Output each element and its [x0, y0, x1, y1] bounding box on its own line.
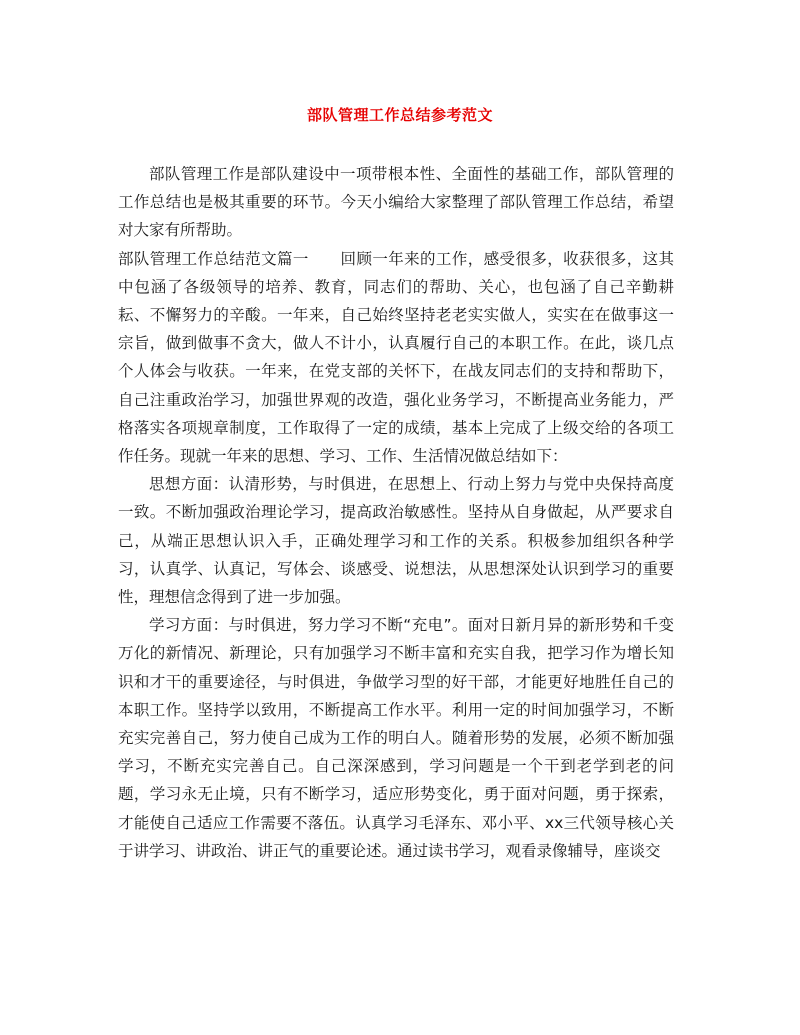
- document-title: 部队管理工作总结参考范文: [306, 106, 493, 124]
- paragraph-thought: 思想方面：认清形势，与时俱进，在思想上、行动上努力与党中央保持高度一致。不断加强政治理论学习，提高政治敏感性。坚持从自身做起，从严要求自己，从端正思想认识入手，正确处理学习和工作的关系。积极参加组织各种学习，认真学、认真记，写体会、谈感受、说想法，从思想深处认识到学习的重要性，理想信念得到了进一步加强。: [118, 475, 674, 607]
- paragraph-section-one: 部队管理工作总结范文篇一 回顾一年来的工作，感受很多，收获很多，这其中包涵了各级领导的培养、教育，同志们的帮助、关心，也包涵了自己辛勤耕耘、不懈努力的辛酸。一年来，自己始终坚持老老实实做人，实实在在做事这一宗旨，做到做事不贪大，做人不计小，认真履行自己的本职工作。在此，谈几点个人体会与收获。一年来，在党支部的关怀下，在战友同志们的支持和帮助下，自己注重政治学习，加强世界观的改造，强化业务学习，不断提高业务能力，严格落实各项规章制度，工作取得了一定的成绩，基本上完成了上级交给的各项工作任务。现就一年来的思想、学习、工作、生活情况做总结如下：: [118, 249, 674, 466]
- document-body: [118, 160, 674, 865]
- paragraph-study: 学习方面：与时俱进，努力学习不断“充电”。面对日新月异的新形势和千变万化的新情况、新理论，只有加强学习不断丰富和充实自我，把学习作为增长知识和才干的重要途径，与时俱进，争做学习型的好干部，才能更好地胜任自己的本职工作。坚持学以致用，不断提高工作水平。利用一定的时间加强学习，不断充实完善自己，努力使自己成为工作的明白人。随着形势的发展，必须不断加强学习，不断充实完善自己。自己深深感到，学习问题是一个干到老学到老的问题，学习永无止境，只有不断学习，适应形势变化，勇于面对问题，勇于探索，才能使自己适应工作需要不落伍。认真学习毛泽东、邓小平、xx三代领导核心关于讲学习、讲政治、讲正气的重要论述。通过读书学习，观看录像辅导，座谈交: [118, 616, 674, 860]
- paragraph-intro: 部队管理工作是部队建设中一项带根本性、全面性的基础工作，部队管理的工作总结也是极其重要的环节。今天小编给大家整理了部队管理工作总结，希望对大家有所帮助。: [118, 165, 674, 240]
